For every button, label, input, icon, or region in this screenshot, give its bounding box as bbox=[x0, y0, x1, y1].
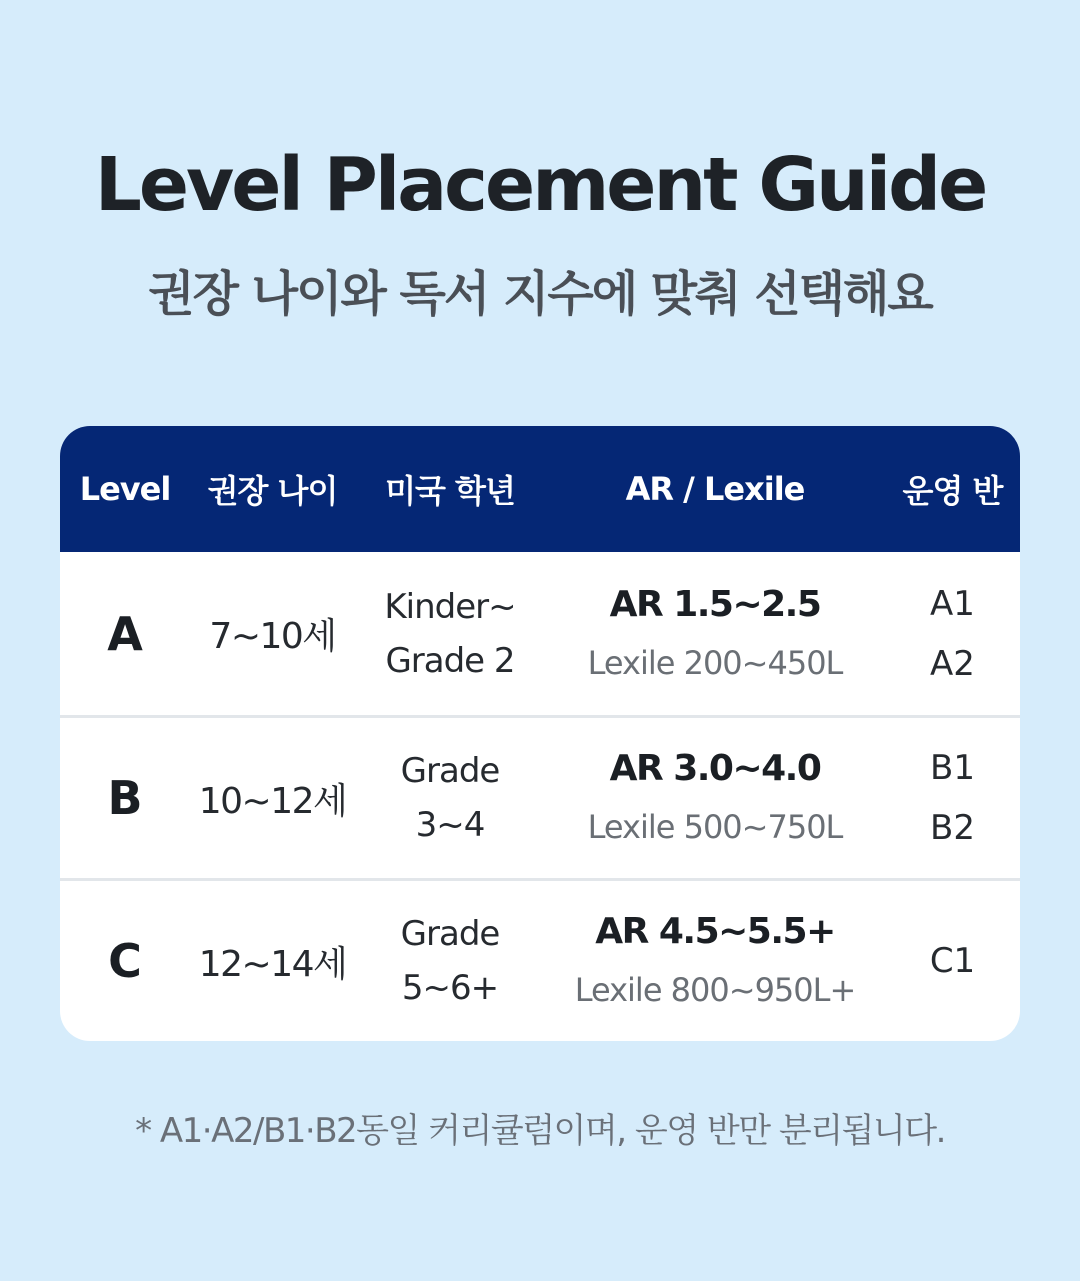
ar-range: AR 1.5~2.5 bbox=[609, 583, 821, 625]
class-name: B1 bbox=[930, 748, 975, 788]
ar-range: AR 3.0~4.0 bbox=[609, 748, 821, 789]
level-table bbox=[60, 426, 1020, 1041]
ar-range: AR 4.5~5.5+ bbox=[595, 911, 835, 952]
class-name: A1 bbox=[930, 583, 975, 624]
ar-lexile-cell bbox=[545, 718, 885, 878]
header-level: Level bbox=[79, 470, 171, 508]
ar-lexile-cell bbox=[545, 552, 885, 715]
age-cell: 10~12세 bbox=[198, 780, 347, 822]
grade-line: Kinder~ bbox=[384, 586, 516, 627]
page-subtitle: 권장 나이와 독서 지수에 맞춰 선택해요 bbox=[148, 266, 932, 322]
class-cell bbox=[885, 718, 1020, 878]
header-ar-lexile: AR / Lexile bbox=[625, 470, 805, 508]
grade-line: 3~4 bbox=[415, 805, 485, 845]
age-cell: 12~14세 bbox=[198, 943, 347, 985]
level-cell: B bbox=[107, 771, 143, 825]
grade-cell bbox=[355, 881, 545, 1041]
grade-line: Grade bbox=[400, 751, 500, 791]
header-class: 운영 반 bbox=[902, 472, 1003, 510]
table-row bbox=[60, 552, 1020, 715]
grade-cell bbox=[355, 552, 545, 715]
page-title: Level Placement Guide bbox=[94, 142, 986, 228]
class-cell bbox=[885, 881, 1020, 1041]
footnote: * A1·A2/B1·B2동일 커리큘럼이며, 운영 반만 분리됩니다. bbox=[135, 1111, 945, 1151]
level-cell: C bbox=[108, 934, 142, 988]
lexile-range: Lexile 800~950L+ bbox=[574, 971, 856, 1009]
lexile-range: Lexile 500~750L bbox=[587, 808, 843, 846]
class-name: B2 bbox=[930, 808, 975, 848]
table-header bbox=[60, 426, 1020, 552]
age-cell: 7~10세 bbox=[209, 616, 336, 657]
class-cell bbox=[885, 552, 1020, 715]
header-grade: 미국 학년 bbox=[385, 472, 515, 510]
grade-line: 5~6+ bbox=[401, 968, 499, 1008]
lexile-range: Lexile 200~450L bbox=[587, 643, 843, 682]
class-name: A2 bbox=[930, 643, 975, 684]
table-row bbox=[60, 715, 1020, 878]
header-age: 권장 나이 bbox=[207, 472, 338, 510]
ar-lexile-cell bbox=[545, 881, 885, 1041]
level-cell: A bbox=[107, 606, 143, 661]
class-name: C1 bbox=[929, 941, 976, 981]
grade-cell bbox=[355, 718, 545, 878]
grade-line: Grade 2 bbox=[385, 640, 515, 681]
table-row bbox=[60, 878, 1020, 1041]
grade-line: Grade bbox=[400, 914, 500, 954]
